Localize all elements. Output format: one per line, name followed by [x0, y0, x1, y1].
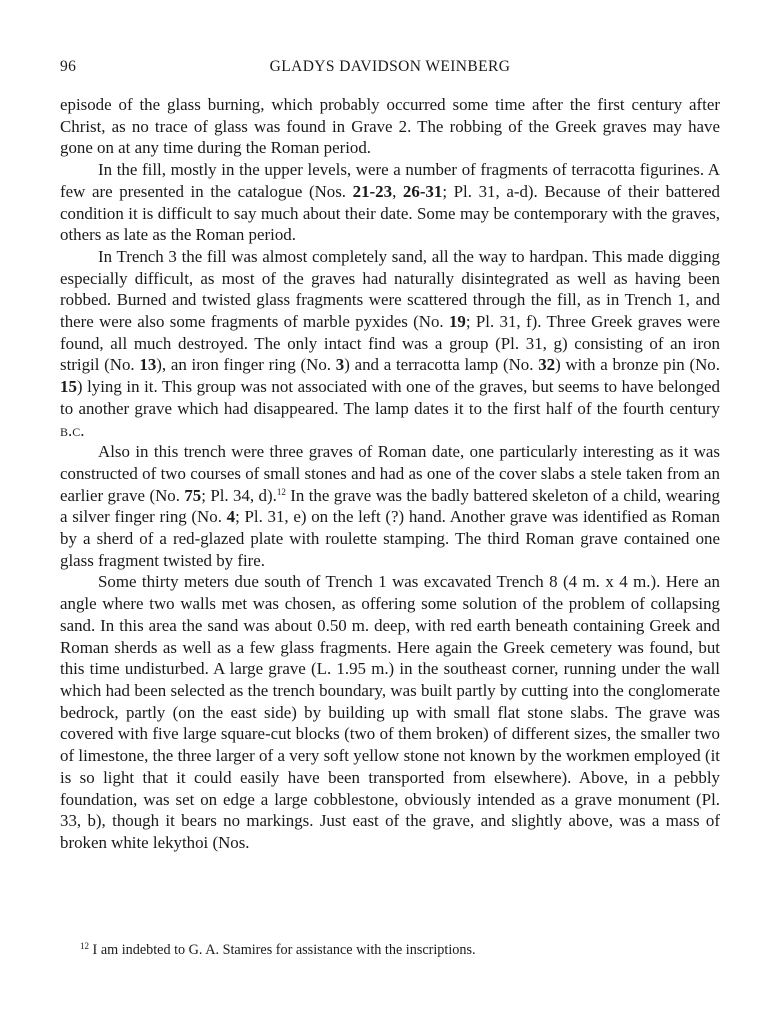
catalogue-number: 13	[139, 355, 157, 375]
paragraph-text: ) and a terracotta lamp (No.	[344, 355, 539, 375]
paragraph-text: ; Pl. 31, a-d). Because of their battered condition it is difficult to say much about their date. Some may be contemporary with the graves, others as late as the Roman period.	[60, 181, 720, 245]
paragraph-text: ; Pl. 31, f). Three Greek graves were found, all much destroyed. The only intact find was a group (Pl. 31, g) consisting of an iron strigil (No.	[60, 312, 720, 375]
paragraph-text: ), an iron finger ring (No.	[156, 355, 336, 375]
paragraph-3	[60, 246, 720, 441]
catalogue-number: 75	[184, 485, 202, 505]
page-header	[60, 58, 720, 80]
paragraph-text: In the fill, mostly in the upper levels, were a number of fragments of terracotta figurines. A few are presented in the catalogue (Nos.	[60, 160, 720, 201]
paragraph-4	[60, 441, 720, 571]
paragraph-text: episode of the glass burning, which probably occurred some time after the first century after Christ, as no trace of glass was found in Grave 2. The robbing of the Greek graves may have gone on at any time during the Roman period.	[60, 95, 720, 158]
footnote-text: I am indebted to G. A. Stamires for assistance with the inscriptions.	[89, 942, 476, 958]
page-number: 96	[60, 58, 77, 75]
catalogue-number: 21-23	[352, 181, 393, 201]
paragraph-text: ,	[392, 181, 403, 201]
paragraph-5	[60, 571, 720, 853]
paragraph-1	[60, 94, 720, 159]
catalogue-number: 15	[60, 377, 77, 397]
catalogue-number: 4	[226, 507, 236, 527]
running-head: GLADYS DAVIDSON WEINBERG	[269, 58, 511, 75]
footnote-reference[interactable]: 12	[276, 486, 286, 497]
catalogue-number: 32	[538, 355, 556, 375]
footnote	[80, 941, 720, 960]
catalogue-number: 26-31	[402, 181, 443, 201]
paragraph-2	[60, 159, 720, 246]
paragraph-text: ; Pl. 31, e) on the left (?) hand. Another grave was identified as Roman by a sherd of a red-glazed plate with roulette stamping. The third Roman grave contained one glass fragment twisted by fire.	[60, 507, 720, 570]
paragraph-text: In Trench 3 the fill was almost completely sand, all the way to hardpan. This made digging especially difficult, as most of the graves had naturally disintegrated as well as having been robbed. Burned and twisted glass fragments were scattered through the fill, as in Trench 1, and there were also some fragments of marble pyxides (No.	[60, 246, 720, 332]
era-abbreviation: b.c.	[60, 420, 85, 440]
catalogue-number: 3	[335, 355, 345, 375]
paragraph-text: ) with a bronze pin (No.	[555, 355, 720, 375]
body-text	[60, 94, 720, 854]
paragraph-text: ; Pl. 34, d).	[201, 485, 277, 505]
paragraph-text: Also in this trench were three graves of Roman date, one particularly interesting as it was constructed of two courses of small stones and had as one of the cover slabs a stele taken from an earlier grave (No.	[60, 442, 720, 505]
paragraph-text: Some thirty meters due south of Trench 1 was excavated Trench 8 (4 m. x 4 m.). Here an angle where two walls met was chosen, as offering some solution of the problem of collapsing sand. In this area the sand was about 0.50 m. deep, with red earth beneath containing Greek and Roman sherds as well as a few glass fragments. Here again the Greek cemetery was found, but this time undisturbed. A large grave (L. 1.95 m.) in the southeast corner, running under the wall which had been selected as the trench boundary, was built partly by cutting into the conglomerate bedrock, partly (on the east side) by building up with small flat stone slabs. The grave was covered with five large square-cut blocks (two of them broken) of different sizes, the smaller two of limestone, the three larger of a very soft yellow stone not known by the workmen employed (it is so light that it could easily have been transported from elsewhere). Above, in a pebbly foundation, was set on edge a large cobblestone, obviously intended as a grave monument (Pl. 33, b), though it bears no markings. Just east of the grave, and slightly above, was a mass of broken white lekythoi (Nos.	[60, 572, 720, 852]
paragraph-text: ) lying in it. This group was not associated with one of the graves, but seems to have belonged to another grave which had disappeared. The lamp dates it to the first half of the fourth century	[60, 377, 720, 418]
catalogue-number: 19	[448, 312, 466, 332]
footnote-number: 12	[80, 941, 89, 951]
paragraph-text: In the grave was the badly battered skeleton of a child, wearing a silver finger ring (No.	[60, 485, 720, 527]
